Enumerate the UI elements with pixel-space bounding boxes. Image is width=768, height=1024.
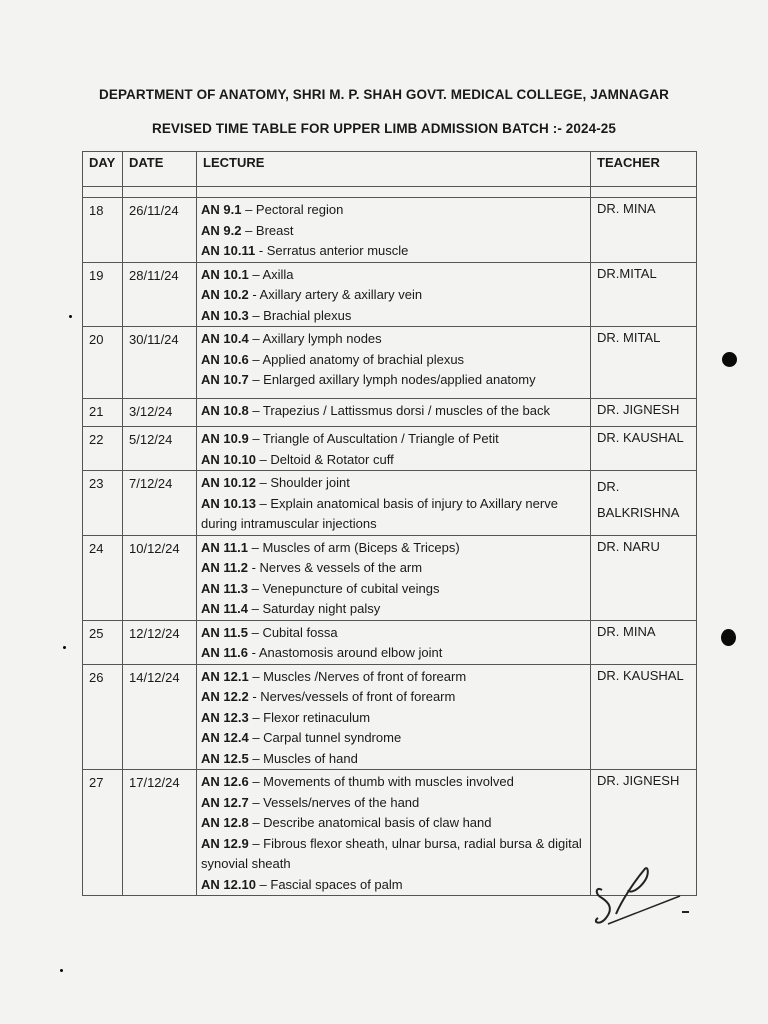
table-row [83, 664, 697, 770]
lecture-line [201, 200, 590, 221]
lecture-code: AN 10.9 [201, 431, 249, 446]
lecture-code: AN 12.10 [201, 876, 256, 892]
lecture-line [201, 623, 590, 644]
lecture-code: AN 11.2 [201, 560, 248, 575]
day-cell: 25 [83, 620, 123, 664]
table-header-row [83, 152, 697, 187]
date-cell: 12/12/24 [123, 620, 197, 664]
lecture-topic: - Anastomosis around elbow joint [247, 645, 443, 660]
lecture-line [201, 285, 590, 306]
teacher-cell: DR. JIGNESH [591, 770, 697, 896]
lecture-code: AN 12.8 [201, 815, 249, 830]
lecture-topic: – Breast [241, 222, 294, 238]
lecture-topic: – Triangle of Auscultation / Triangle of Petit [248, 431, 499, 446]
teacher-cell: DR. KAUSHAL [591, 664, 697, 770]
signature [588, 860, 698, 940]
table-row [83, 427, 697, 471]
lecture-code: AN 12.1 [201, 668, 249, 684]
teacher-cell: DR. BALKRISHNA [591, 471, 697, 536]
date-cell: 26/11/24 [123, 198, 197, 263]
lecture-line [201, 667, 590, 688]
lecture-code: AN 11.1 [201, 539, 248, 555]
table-row [83, 327, 697, 399]
table-row [83, 471, 697, 536]
lecture-cell [197, 664, 591, 770]
lecture-code: AN 11.3 [201, 580, 248, 596]
lecture-topic: - Nerves/vessels of front of forearm [248, 689, 456, 704]
teacher-cell: DR. MINA [591, 620, 697, 664]
lecture-line [201, 473, 590, 494]
lecture-topic: – Muscles of arm (Biceps & Triceps) [247, 539, 460, 555]
timetable [82, 151, 697, 896]
column-header-teacher: TEACHER [591, 152, 697, 187]
column-header-lecture: LECTURE [197, 152, 591, 187]
lecture-line [201, 643, 590, 664]
lecture-line [201, 875, 590, 896]
date-cell: 3/12/24 [123, 399, 197, 427]
day-cell: 18 [83, 198, 123, 263]
column-header-day: DAY [83, 152, 123, 187]
lecture-code: AN 10.4 [201, 331, 249, 346]
date-cell: 7/12/24 [123, 471, 197, 536]
lecture-topic: – Explain anatomical basis of injury to Axillary nerve during intramuscular injections [201, 495, 558, 531]
teacher-cell: DR. MINA [591, 198, 697, 263]
lecture-topic: – Describe anatomical basis of claw hand [248, 815, 492, 830]
lecture-topic: – Movements of thumb with muscles involved [248, 774, 514, 789]
lecture-topic: – Enlarged axillary lymph nodes/applied anatomy [248, 372, 536, 387]
lecture-cell [197, 471, 591, 536]
lecture-topic: – Venepuncture of cubital veings [247, 580, 440, 596]
lecture-line [201, 221, 590, 242]
lecture-topic: – Trapezius / Lattissmus dorsi / muscles of the back [248, 403, 550, 418]
lecture-code: AN 12.2 [201, 689, 249, 704]
teacher-cell: DR. MITAL [591, 327, 697, 399]
lecture-line [201, 370, 590, 391]
lecture-cell [197, 327, 591, 399]
lecture-code: AN 10.10 [201, 451, 256, 467]
lecture-topic: – Shoulder joint [255, 475, 350, 490]
lecture-code: AN 12.6 [201, 774, 249, 789]
lecture-line [201, 813, 590, 834]
day-cell: 26 [83, 664, 123, 770]
lecture-topic: – Cubital fossa [247, 624, 338, 640]
lecture-code: AN 10.6 [201, 351, 249, 367]
lecture-line [201, 793, 590, 814]
lecture-code: AN 9.2 [201, 222, 242, 238]
lecture-code: AN 10.1 [201, 266, 249, 282]
lecture-code: AN 10.8 [201, 403, 249, 418]
lecture-topic: – Muscles of hand [248, 750, 358, 766]
lecture-topic: – Fascial spaces of palm [255, 876, 403, 892]
day-cell: 23 [83, 471, 123, 536]
lecture-cell [197, 198, 591, 263]
lecture-topic: - Axillary artery & axillary vein [248, 287, 423, 302]
date-cell: 5/12/24 [123, 427, 197, 471]
teacher-cell: DR. KAUSHAL [591, 427, 697, 471]
date-cell: 17/12/24 [123, 770, 197, 896]
lecture-line [201, 265, 590, 286]
teacher-cell: DR. NARU [591, 535, 697, 620]
lecture-line [201, 329, 590, 350]
lecture-line [201, 599, 590, 620]
lecture-topic: – Applied anatomy of brachial plexus [248, 351, 465, 367]
lecture-line [201, 687, 590, 708]
teacher-cell: DR.MITAL [591, 262, 697, 327]
lecture-code: AN 10.13 [201, 495, 256, 511]
lecture-cell [197, 620, 591, 664]
lecture-topic: – Muscles /Nerves of front of forearm [248, 668, 467, 684]
lecture-topic: - Nerves & vessels of the arm [247, 560, 423, 575]
page-title: DEPARTMENT OF ANATOMY, SHRI M. P. SHAH GOVT. MEDICAL COLLEGE, JAMNAGAR [98, 87, 670, 102]
lecture-code: AN 12.5 [201, 750, 249, 766]
spacer-cell [591, 187, 697, 198]
table-row [83, 535, 697, 620]
lecture-code: AN 10.7 [201, 372, 249, 387]
lecture-line [201, 834, 590, 875]
date-cell: 28/11/24 [123, 262, 197, 327]
lecture-line [201, 429, 590, 450]
lecture-code: AN 12.3 [201, 709, 249, 725]
lecture-line [201, 708, 590, 729]
lecture-line [201, 772, 590, 793]
lecture-topic: – Fibrous flexor sheath, ulnar bursa, radial bursa & digital synovial sheath [201, 835, 582, 871]
ink-blot [721, 629, 736, 646]
lecture-topic: – Deltoid & Rotator cuff [255, 451, 394, 467]
teacher-cell: DR. JIGNESH [591, 399, 697, 427]
lecture-code: AN 11.5 [201, 624, 248, 640]
lecture-code: AN 11.4 [201, 601, 248, 616]
spacer-cell [83, 187, 123, 198]
date-cell: 14/12/24 [123, 664, 197, 770]
lecture-code: AN 10.2 [201, 287, 249, 302]
lecture-topic: – Pectoral region [241, 202, 344, 217]
lecture-line [201, 241, 590, 262]
lecture-code: AN 10.11 [201, 243, 256, 258]
lecture-line [201, 558, 590, 579]
lecture-topic: – Axilla [248, 266, 294, 282]
table-row [83, 262, 697, 327]
lecture-topic: – Brachial plexus [248, 307, 352, 323]
lecture-line [201, 538, 590, 559]
day-cell: 19 [83, 262, 123, 327]
lecture-code: AN 12.7 [201, 794, 249, 810]
lecture-topic: – Vessels/nerves of the hand [248, 794, 420, 810]
lecture-topic: – Flexor retinaculum [248, 709, 371, 725]
ink-speck [63, 646, 66, 649]
day-cell: 21 [83, 399, 123, 427]
lecture-line [201, 350, 590, 371]
lecture-line [201, 306, 590, 327]
lecture-line [201, 401, 590, 422]
lecture-cell [197, 770, 591, 896]
lecture-topic: – Carpal tunnel syndrome [248, 730, 402, 745]
lecture-line [201, 728, 590, 749]
lecture-line [201, 494, 590, 535]
lecture-cell [197, 262, 591, 327]
day-cell: 24 [83, 535, 123, 620]
lecture-line [201, 579, 590, 600]
ink-speck [69, 315, 72, 318]
page-subtitle: REVISED TIME TABLE FOR UPPER LIMB ADMISSION BATCH :- 2024-25 [151, 121, 617, 136]
lecture-cell [197, 427, 591, 471]
spacer-cell [197, 187, 591, 198]
day-cell: 22 [83, 427, 123, 471]
lecture-code: AN 10.3 [201, 307, 249, 323]
lecture-code: AN 12.9 [201, 835, 249, 851]
date-cell: 30/11/24 [123, 327, 197, 399]
table-row [83, 198, 697, 263]
day-cell: 20 [83, 327, 123, 399]
spacer-cell [123, 187, 197, 198]
header-spacer-row [83, 187, 697, 198]
lecture-cell [197, 399, 591, 427]
table-row [83, 399, 697, 427]
lecture-topic: - Serratus anterior muscle [255, 243, 409, 258]
lecture-code: AN 9.1 [201, 202, 242, 217]
timetable-body [83, 187, 697, 896]
ink-speck [60, 969, 63, 972]
date-cell: 10/12/24 [123, 535, 197, 620]
lecture-line [201, 749, 590, 770]
lecture-line [201, 450, 590, 471]
lecture-cell [197, 535, 591, 620]
column-header-date: DATE [123, 152, 197, 187]
lecture-code: AN 12.4 [201, 730, 249, 745]
lecture-code: AN 11.6 [201, 645, 248, 660]
lecture-topic: – Axillary lymph nodes [248, 331, 382, 346]
day-cell: 27 [83, 770, 123, 896]
ink-blot [722, 352, 737, 367]
table-row [83, 620, 697, 664]
lecture-code: AN 10.12 [201, 475, 256, 490]
lecture-topic: – Saturday night palsy [247, 601, 381, 616]
